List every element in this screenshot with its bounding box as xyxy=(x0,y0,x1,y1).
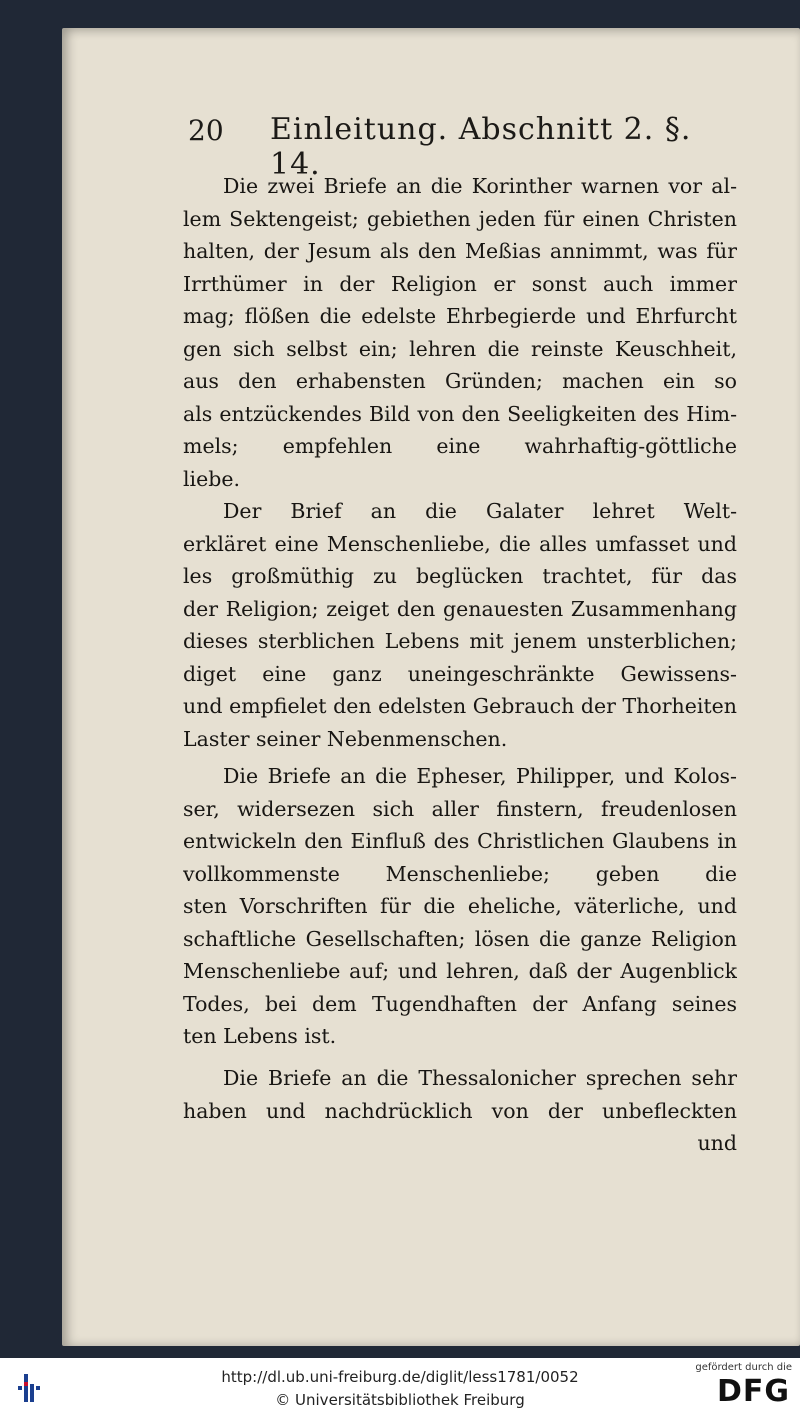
text-line: dieses sterblichen Lebens mit jenem unsterblichen; xyxy=(183,629,737,653)
text-line: lem Sektengeist; gebiethen jeden für einen Christen xyxy=(183,206,737,231)
text-line: aus den erhabensten Gründen; machen ein so xyxy=(183,369,737,393)
text-line: ser, widersezen sich aller finstern, freudenlosen xyxy=(183,796,737,821)
text-line: Der Brief an die Galater lehret Welt- xyxy=(223,499,737,523)
text-line: halten, der Jesum als den Meßias annimmt, was für xyxy=(183,239,737,263)
catchword: und xyxy=(697,1131,737,1155)
text-line: Todes, bei dem Tugendhaften der Anfang seines xyxy=(183,991,737,1016)
text-line: mag; flößen die edelste Ehrbegierde und Ehrfurcht xyxy=(183,304,737,328)
text-line: gen sich selbst ein; lehren die reinste Keuschheit, xyxy=(183,336,737,361)
body-text xyxy=(183,170,737,755)
text-line: les großmüthig zu beglücken trachtet, für das xyxy=(183,564,737,588)
text-line: sten Vorschriften für die eheliche, väterliche, und xyxy=(183,894,737,918)
text-line: Laster seiner Nebenmenschen. xyxy=(183,726,508,751)
text-line: diget eine ganz uneingeschränkte Gewissens- xyxy=(183,661,737,686)
text-line: vollkommenste Menschenliebe; geben die xyxy=(183,861,737,886)
text-line: als entzückendes Bild von den Seeligkeiten des Him- xyxy=(183,401,737,426)
dfg-logo-icon[interactable]: DFG xyxy=(716,1374,790,1409)
body-text-2 xyxy=(183,760,737,1053)
text-line: liebe. xyxy=(183,466,241,491)
text-line: und empfielet den edelsten Gebrauch der Thorheiten xyxy=(183,694,737,718)
text-line: schaftliche Gesellschaften; lösen die ganze Religion xyxy=(183,926,737,951)
text-line: Irrthümer in der Religion er sonst auch immer xyxy=(183,271,737,296)
permalink-url[interactable]: http://dl.ub.uni-freiburg.de/diglit/less1781/0052 xyxy=(221,1368,579,1386)
text-line: mels; empfehlen eine wahrhaftig-göttliche xyxy=(183,434,737,458)
body-text-3 xyxy=(183,1062,737,1160)
page-number: 20 xyxy=(188,114,224,147)
text-line: erkläret eine Menschenliebe, die alles umfasset und xyxy=(183,531,737,556)
page-header xyxy=(188,108,748,182)
dfg-caption: gefördert durch die xyxy=(695,1362,792,1373)
viewer-footer xyxy=(0,1358,800,1415)
running-head: Einleitung. Abschnitt 2. §. 14. xyxy=(270,112,692,182)
text-line: entwickeln den Einfluß des Christlichen Glaubens in xyxy=(183,829,737,853)
text-line: Die Briefe an die Epheser, Philipper, und Kolos- xyxy=(223,764,737,788)
text-line: haben und nachdrücklich von der unbefleckten xyxy=(183,1098,737,1123)
text-line: der Religion; zeiget den genauesten Zusammenhang xyxy=(183,596,737,621)
text-line: Menschenliebe auf; und lehren, daß der Augenblick xyxy=(183,959,737,983)
text-line: ten Lebens ist. xyxy=(183,1024,337,1048)
text-line: Die zwei Briefe an die Korinther warnen vor al- xyxy=(223,174,737,198)
copyright-notice: © Universitätsbibliothek Freiburg xyxy=(275,1391,525,1409)
text-line: Die Briefe an die Thessalonicher sprechen sehr xyxy=(223,1066,737,1090)
